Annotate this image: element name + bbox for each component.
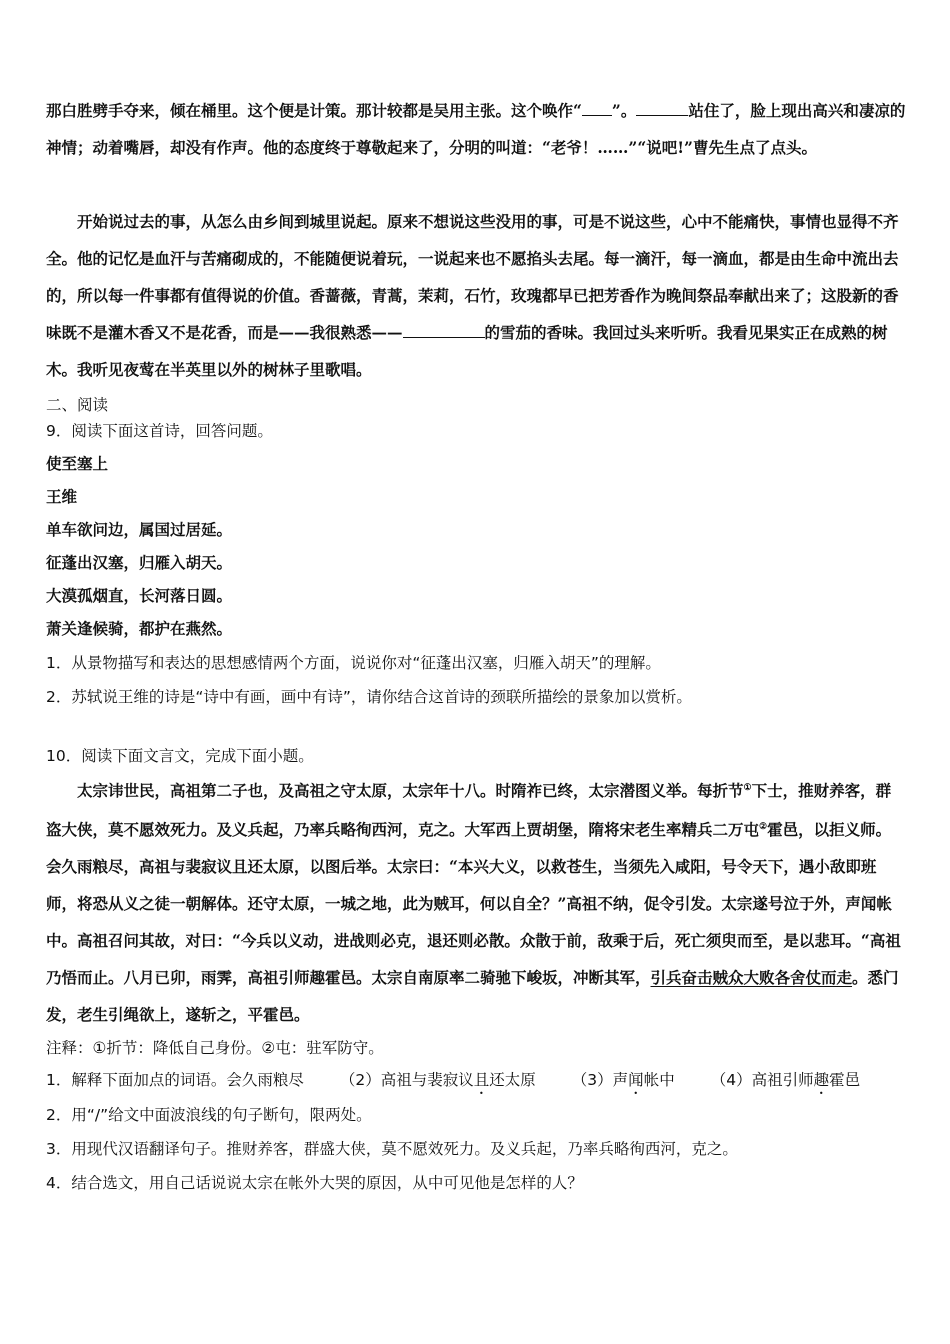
classical-passage	[46, 770, 906, 1033]
paragraph-intro	[46, 92, 906, 166]
passage-text-4: 。悉门发，老生引绳欲上，遂斩之，平霍邑。	[46, 968, 899, 1025]
intro-text-1: 那白胜劈手夺来，倾在桶里。这个便是计策。那计较都是吴用主张。这个唤作“	[46, 101, 582, 120]
note-ref-1: ①	[743, 783, 752, 793]
intro-text-2: ”。	[611, 101, 637, 120]
sub1-item-1: 会久雨粮尽	[226, 1071, 304, 1089]
sub1-item-4: （4）高祖引师趣霍邑	[710, 1071, 861, 1089]
blank-2	[636, 101, 688, 116]
q9-sub2: 2．苏轼说王维的诗是“诗中有画，画中有诗”，请你结合这首诗的颈联所描绘的景象加以赏析。	[46, 688, 692, 706]
memory-text-1: 开始说过去的事，从怎么由乡间到城里说起。原来不想说这些没用的事，可是不说这些，心中不能痛快，事情也显得不齐全。他的记忆是血汗与苦痛砌成的，不能随便说着玩，一说起来也不愿掐头去尾。每一滴汗，每一滴血，都是由生命中流出去的，所以每一件事都有值得说的价值。香蔷薇，青蒿，茉莉，石竹，玫瑰都早已把芳香作为晚间祭品奉献出来了；这股新的香味既不是灌木香又不是花香，而是——我很熟悉——	[46, 212, 899, 342]
dotted-word: 闻	[628, 1071, 644, 1089]
annotation-note: 注释：①折节：降低自己身份。②屯：驻军防守。	[46, 1039, 384, 1057]
poem-author: 王维	[46, 487, 78, 506]
poem-line: 单车欲问边，属国过居延。	[46, 520, 233, 539]
q10-sub3: 3．用现代汉语翻译句子。推财养客，群盛大侠，莫不愿效死力。及义兵起，乃率兵略徇西河，克之。	[46, 1140, 738, 1158]
blank-1	[582, 101, 612, 116]
poem-line: 萧关逢候骑，都护在燕然。	[46, 619, 233, 638]
sub1-item-2: （2）高祖与裴寂议且还太原	[339, 1071, 536, 1089]
passage-text-2: 下士，推财养客，群盗大侠，莫不愿效死力。及义兵起，乃率兵略徇西河，克之。大军西上贾胡堡，隋将宋老生率精兵二万屯	[46, 781, 892, 840]
poem-title: 使至塞上	[46, 454, 109, 473]
q10-sub4: 4．结合选文，用自己话说说太宗在帐外大哭的原因，从中可见他是怎样的人？	[46, 1174, 583, 1192]
sub1-label: 1．解释下面加点的词语。	[46, 1071, 227, 1089]
wavy-underlined-sentence: 引兵奋击贼众大败各舍仗而走	[650, 968, 853, 988]
paragraph-memory	[46, 203, 906, 388]
sub1-item-3: （3）声闻帐中	[571, 1071, 675, 1089]
dotted-word: 趣	[813, 1071, 830, 1089]
q10-sub1	[46, 1068, 860, 1098]
q10-prompt: 10．阅读下面文言文，完成下面小题。	[46, 747, 314, 765]
blank-3	[403, 323, 485, 338]
passage-text-1: 太宗讳世民，高祖第二子也，及高祖之守太原，太宗年十八。时隋祚已终，太宗潜图义举。每折节	[77, 781, 744, 801]
q9-sub1: 1．从景物描写和表达的思想感情两个方面，说说你对“征蓬出汉塞，归雁入胡天”的理解。	[46, 654, 661, 672]
section-heading: 二、阅读	[46, 396, 109, 414]
poem-line: 大漠孤烟直，长河落日圆。	[46, 586, 233, 605]
memory-text-2: 的雪茄的香味。我回过头来听听。我看见果实正在成熟的树木。我听见夜莺在半英里以外的树林子里歌唱。	[46, 323, 888, 379]
q10-sub2: 2．用“/”给文中面波浪线的句子断句，限两处。	[46, 1106, 372, 1124]
note-ref-2: ②	[759, 822, 768, 833]
dotted-word: 且	[473, 1071, 490, 1089]
passage-text-3: 霍邑，以拒义师。会久雨粮尽，高祖与裴寂议且还太原，以图后举。太宗曰：“本兴大义，以救苍生，当须先入咸阳，号令天下，遇小敌即班师，将恐从义之徒一朝解体。还守太原，一城之地，此为贼耳，何以自全？”高祖不纳，促令引发。太宗遂号泣于外，声闻帐中。高祖召问其故，对曰：“今兵以义动，进战则必克，退还则必散。众散于前，敌乘于后，死亡须臾而至，是以悲耳。“高祖乃悟而止。八月已卯，雨霁，高祖引师趣霍邑。太宗自南原率二骑驰下峻坂，冲断其军，	[46, 820, 901, 988]
poem-line: 征蓬出汉塞，归雁入胡天。	[46, 553, 233, 572]
q9-prompt: 9．阅读下面这首诗，回答问题。	[46, 422, 273, 440]
intro-text-3: 站住了，脸上现出高兴和凄凉的神情；动着嘴唇，却没有作声。他的态度终于尊敬起来了，分明的叫道：“老爷！……”“说吧!”曹先生点了点头。	[46, 101, 906, 157]
